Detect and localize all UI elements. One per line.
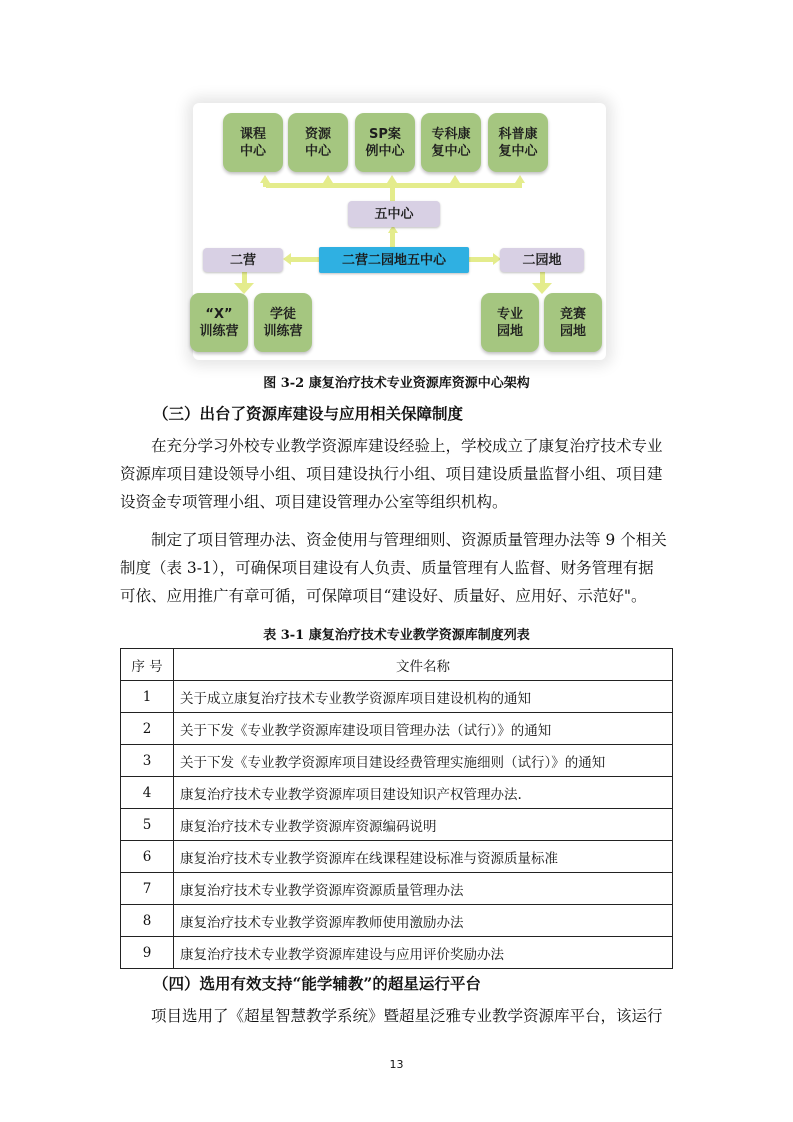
competition-garden-box: 竞赛 园地 [544, 293, 602, 352]
arrow-icon [387, 175, 397, 183]
row-number: 3 [121, 745, 174, 777]
five-center-box: 五中心 [348, 201, 440, 227]
table-row [121, 841, 673, 873]
two-gardens-box: 二园地 [500, 248, 584, 272]
row-number: 8 [121, 905, 174, 937]
figure-caption: 图 3-2 康复治疗技术专业资源库资源中心架构 [263, 376, 530, 391]
resource-center-diagram [193, 103, 606, 360]
row-number: 1 [121, 681, 174, 713]
table-caption: 表 3-1 康复治疗技术专业教学资源库制度列表 [263, 628, 530, 643]
table-row [121, 777, 673, 809]
specialty-rehab-center-box: 专科康 复中心 [421, 113, 481, 172]
arrow-icon [515, 175, 525, 183]
paragraph [120, 526, 680, 610]
row-filename: 关于下发《专业教学资源库项目建设经费管理实施细则（试行）》的通知 [174, 745, 673, 777]
regulations-table [120, 648, 673, 969]
table-header-row [121, 649, 673, 681]
arrow-icon [450, 175, 460, 183]
row-number: 4 [121, 777, 174, 809]
connector [289, 257, 319, 262]
row-number: 5 [121, 809, 174, 841]
column-header-number: 序 号 [121, 649, 174, 681]
section-heading: （三）出台了资源库建设与应用相关保障制度 [153, 404, 464, 423]
row-filename: 关于下发《专业教学资源库建设项目管理办法（试行）》的通知 [174, 713, 673, 745]
row-filename: 康复治疗技术专业教学资源库教师使用激励办法 [174, 905, 673, 937]
text-line: 可依、应用推广有章可循，可保障项目“建设好、质量好、应用好、示范好"。 [120, 587, 647, 605]
table-row [121, 937, 673, 969]
arrow-down-icon [532, 283, 552, 294]
arrow-left-icon [283, 253, 291, 265]
text-line: 在充分学习外校专业教学资源库建设经验上，学校成立了康复治疗技术专业 [151, 437, 663, 455]
course-center-box: 课程 中心 [223, 113, 283, 172]
row-number: 6 [121, 841, 174, 873]
row-number: 7 [121, 873, 174, 905]
two-camps-box: 二营 [203, 248, 283, 272]
table-row [121, 809, 673, 841]
popular-science-center-box: 科普康 复中心 [488, 113, 548, 172]
row-number: 9 [121, 937, 174, 969]
x-camp-box: “X” 训练营 [190, 293, 248, 352]
apprentice-camp-box: 学徒 训练营 [254, 293, 312, 352]
row-filename: 康复治疗技术专业教学资源库资源质量管理办法 [174, 873, 673, 905]
column-header-filename: 文件名称 [174, 649, 673, 681]
row-filename: 康复治疗技术专业教学资源库项目建设知识产权管理办法. [174, 777, 673, 809]
text-line: 项目选用了《超星智慧教学系统》暨超星泛雅专业教学资源库平台，该运行 [151, 1007, 663, 1025]
professional-garden-box: 专业 园地 [481, 293, 539, 352]
section-heading: （四）选用有效支持“能学辅教”的超星运行平台 [153, 974, 481, 993]
text-line: 制度（表 3-1），可确保项目建设有人负责、质量管理有人监督、财务管理有据 [120, 559, 654, 577]
sp-case-center-box: SP案 例中心 [355, 113, 415, 172]
text-line: 资源库项目建设领导小组、项目建设执行小组、项目建设质量监督小组、项目建 [120, 465, 663, 483]
arrow-icon [323, 175, 333, 183]
central-node-box: 二营二园地五中心 [319, 247, 469, 273]
table-row [121, 713, 673, 745]
paragraph [120, 1002, 680, 1030]
row-filename: 康复治疗技术专业教学资源库建设与应用评价奖励办法 [174, 937, 673, 969]
row-filename: 关于成立康复治疗技术专业教学资源库项目建设机构的通知 [174, 681, 673, 713]
connector [469, 257, 493, 262]
row-number: 2 [121, 713, 174, 745]
paragraph [120, 432, 680, 516]
connector [390, 183, 395, 201]
table-row [121, 681, 673, 713]
table-row [121, 873, 673, 905]
text-line: 设资金专项管理小组、项目建设管理办公室等组织机构。 [120, 493, 508, 511]
text-line: 制定了项目管理办法、资金使用与管理细则、资源质量管理办法等 9 个相关 [151, 531, 667, 549]
row-filename: 康复治疗技术专业教学资源库资源编码说明 [174, 809, 673, 841]
connector [263, 181, 267, 187]
row-filename: 康复治疗技术专业教学资源库在线课程建设标准与资源质量标准 [174, 841, 673, 873]
table-row [121, 745, 673, 777]
resource-center-box: 资源 中心 [288, 113, 348, 172]
page-number: 13 [389, 1058, 404, 1071]
table-row [121, 905, 673, 937]
